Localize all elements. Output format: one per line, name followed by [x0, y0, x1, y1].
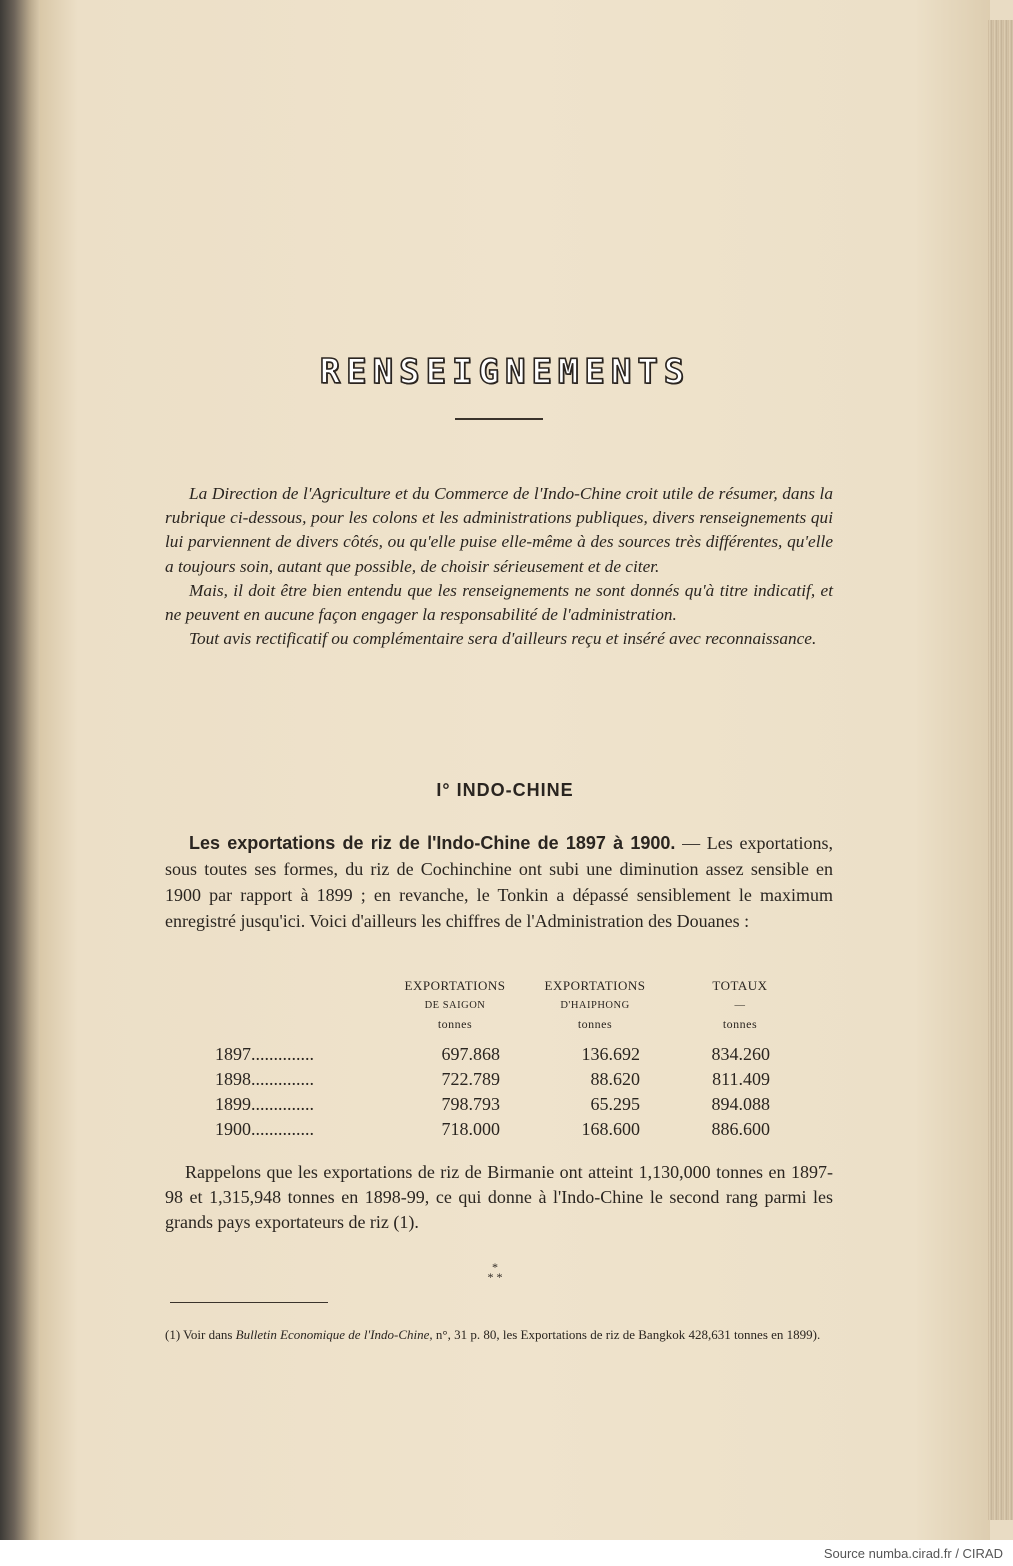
- section-title: I° INDO-CHINE: [436, 780, 574, 800]
- article-body: — Les exportations, sous toutes ses formes, du riz de Cochinchine ont subi une diminution assez sensible en 1900 par rapport à 1899 ; en revanche, le Tonkin a dépassé sensiblement le maximum enregistré jusqu'ici. Voici d'ailleurs les chiffres de l'Administration des Douanes :: [165, 833, 833, 931]
- source-credit: Source numba.cirad.fr / CIRAD: [823, 1546, 1003, 1561]
- table-row: 1898.............. 722.789 88.620 811.409: [215, 1069, 770, 1089]
- article-paragraph: [165, 830, 833, 934]
- article-lead: Les exportations de riz de l'Indo-Chine de 1897 à 1900.: [189, 833, 676, 853]
- intro-text: [165, 482, 833, 651]
- table-row: 1897.............. 697.868 136.692 834.260: [215, 1044, 770, 1064]
- table-header-totaux: TOTAUX — tonnes: [712, 978, 768, 1031]
- page-edges: [988, 20, 1013, 1520]
- intro-paragraph: Mais, il doit être bien entendu que les renseignements ne sont donnés qu'à titre indicatif, et ne peuvent en aucune façon engager la responsabilité de l'administration.: [165, 580, 833, 625]
- heading-rule: [455, 418, 543, 420]
- table-header-saigon: EXPORTATIONS DE SAIGON tonnes: [404, 978, 506, 1031]
- footnote: (1) Voir dans Bulletin Economique de l'Indo-Chine, n°, 31 p. 80, les Exportations de riz de Bangkok 428,631 tonnes en 1899).: [165, 1327, 821, 1342]
- table-row: 1899.............. 798.793 65.295 894.088: [215, 1094, 770, 1114]
- intro-paragraph: Tout avis rectificatif ou complémentaire sera d'ailleurs reçu et inséré avec reconnaissance.: [189, 629, 817, 649]
- intro-paragraph: La Direction de l'Agriculture et du Commerce de l'Indo-Chine croit utile de résumer, dans la rubrique ci-dessous, pour les colons et les administrations publiques, divers renseignements qui lui parviennent de divers côtés, ou qu'elle puise elle-même à des sources très différentes, qu'elle a toujours soin, autant que possible, de choisir sérieusement et de citer.: [165, 484, 833, 576]
- table-row: 1900.............. 718.000 168.600 886.600: [215, 1119, 770, 1139]
- table-header-haiphong: EXPORTATIONS D'HAIPHONG tonnes: [544, 978, 646, 1031]
- conclusion-paragraph: Rappelons que les exportations de riz de Birmanie ont atteint 1,130,000 tonnes en 1897-98 et 1,315,948 tonnes en 1898-99, ce qui donne à l'Indo-Chine le second rang parmi les grands pays exportateurs de riz (1).: [165, 1162, 833, 1232]
- book-spine: [0, 0, 40, 1540]
- section-stars: * * *: [487, 1260, 503, 1284]
- footnote-rule: [170, 1302, 328, 1303]
- page-heading: RENSEIGNEMENTS: [319, 352, 691, 392]
- paper-page: [40, 0, 990, 1540]
